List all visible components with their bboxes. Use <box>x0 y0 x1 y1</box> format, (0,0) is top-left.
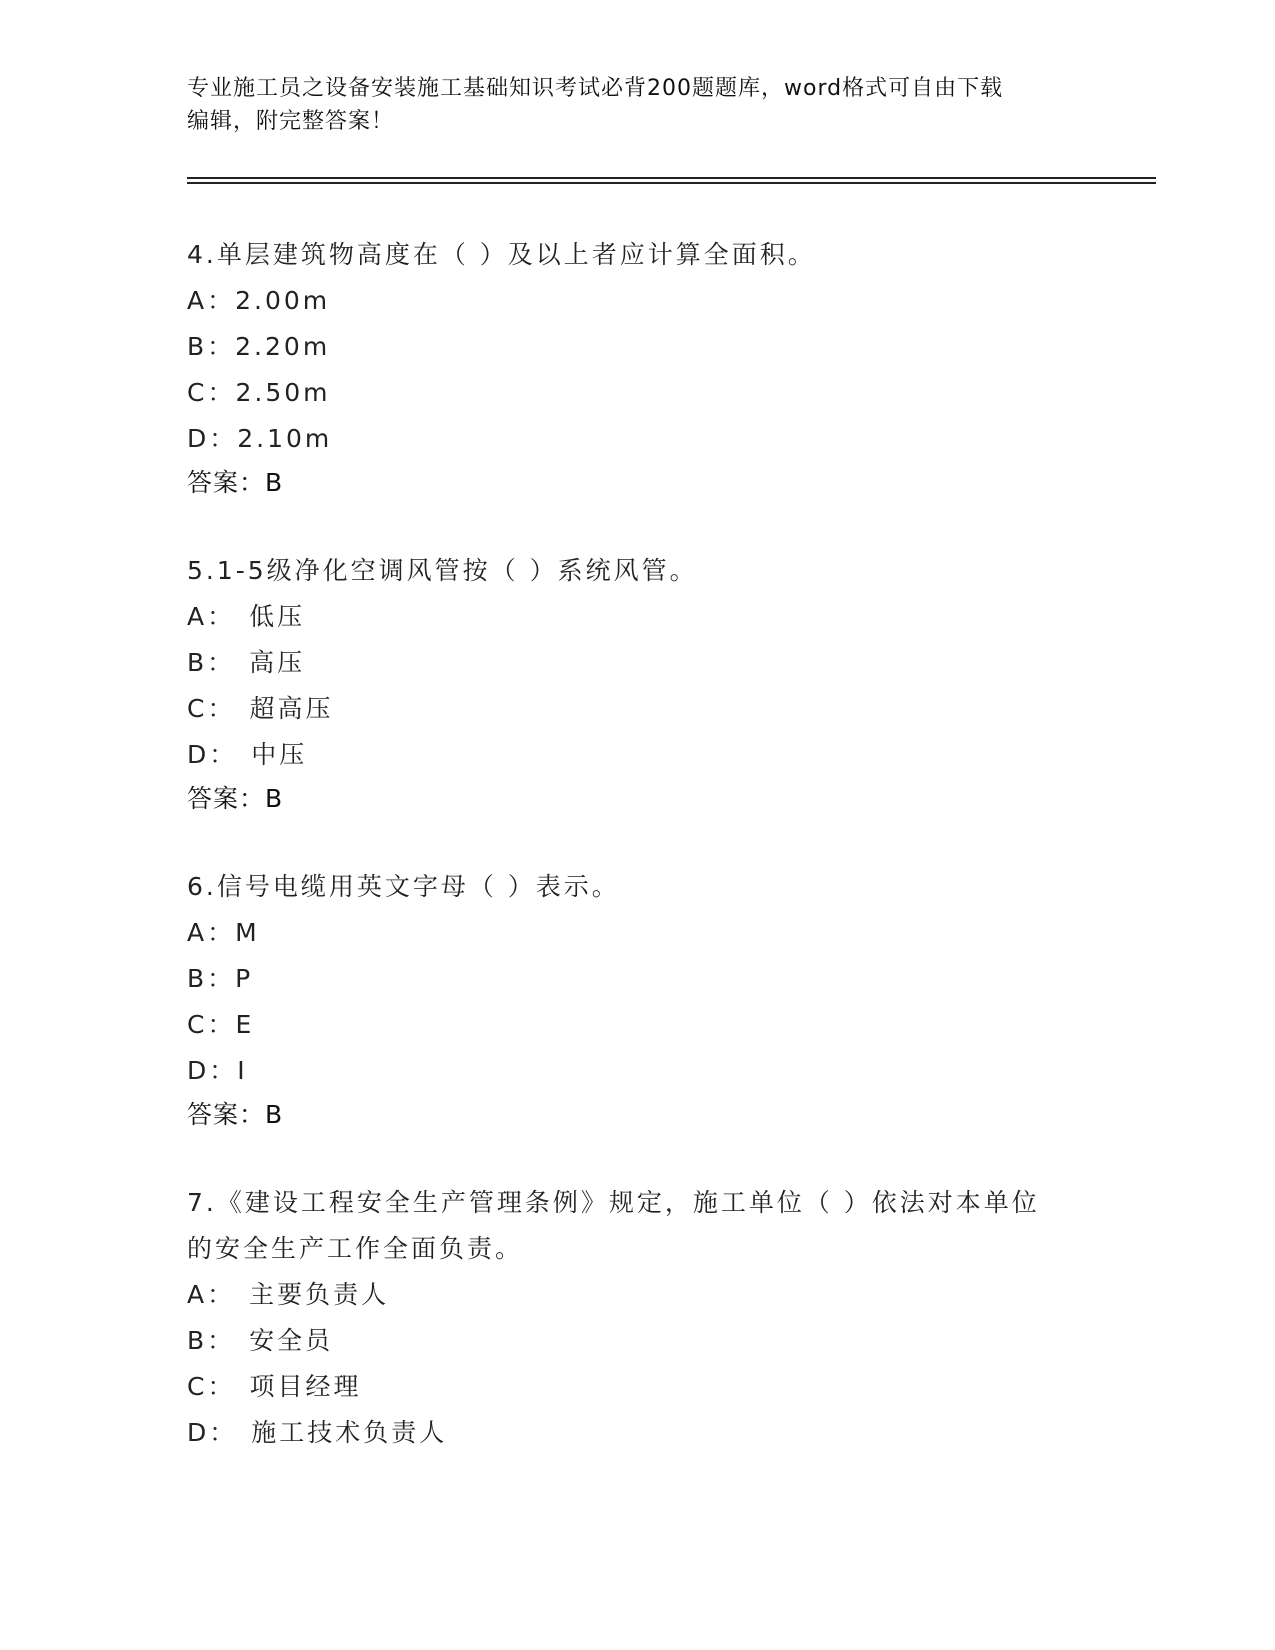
option-b <box>187 956 1087 1002</box>
option-key: C： <box>187 1010 236 1039</box>
question-stem-line-1: 7.《建设工程安全生产管理条例》规定，施工单位（ ）依法对本单位 <box>187 1188 1040 1217</box>
option-d <box>187 1048 1087 1094</box>
option-text: 2.00m <box>235 286 331 315</box>
option-text: M <box>235 918 260 947</box>
option-d <box>187 1410 1087 1456</box>
question-stem: 4.单层建筑物高度在（ ）及以上者应计算全面积。 <box>187 240 816 269</box>
header-divider-top <box>187 177 1156 179</box>
question-stem: 5.1-5级净化空调风管按（ ）系统风管。 <box>187 556 698 585</box>
option-key: D： <box>187 1056 238 1085</box>
header-line-2: 编辑，附完整答案！ <box>187 109 395 134</box>
option-text: 高压 <box>249 648 306 677</box>
question-stem-line-2: 的安全生产工作全面负责。 <box>187 1234 524 1263</box>
option-a <box>187 910 1087 956</box>
option-key: B： <box>187 1326 236 1355</box>
answer-line: 答案：B <box>187 784 284 813</box>
option-text: P <box>235 964 254 993</box>
option-key: A： <box>187 286 236 315</box>
option-text: E <box>235 1010 255 1039</box>
option-a <box>187 594 1087 640</box>
option-key: C： <box>187 1372 236 1401</box>
option-key: B： <box>187 964 236 993</box>
question-stem: 6.信号电缆用英文字母（ ）表示。 <box>187 872 620 901</box>
option-d <box>187 732 1087 778</box>
option-text: 2.10m <box>237 424 333 453</box>
option-d <box>187 416 1087 462</box>
option-key: A： <box>187 1280 236 1309</box>
option-a <box>187 1272 1087 1318</box>
option-c <box>187 1364 1087 1410</box>
option-text: 项目经理 <box>249 1372 362 1401</box>
question-7 <box>187 1180 1087 1456</box>
question-5 <box>187 548 1087 820</box>
answer-line: 答案：B <box>187 1100 284 1129</box>
option-key: D： <box>187 1418 238 1447</box>
question-list <box>187 232 1087 1500</box>
option-text: 超高压 <box>249 694 334 723</box>
option-a <box>187 278 1087 324</box>
option-key: A： <box>187 602 236 631</box>
question-6 <box>187 864 1087 1136</box>
option-key: C： <box>187 694 236 723</box>
option-c <box>187 686 1087 732</box>
document-header <box>187 72 1087 138</box>
option-text: 2.50m <box>235 378 331 407</box>
option-b <box>187 324 1087 370</box>
option-text: 2.20m <box>235 332 331 361</box>
option-key: D： <box>187 424 238 453</box>
option-text: 施工技术负责人 <box>251 1418 448 1447</box>
question-4 <box>187 232 1087 504</box>
option-key: B： <box>187 648 236 677</box>
option-text: 低压 <box>249 602 306 631</box>
option-key: D： <box>187 740 238 769</box>
option-text: 安全员 <box>249 1326 334 1355</box>
option-c <box>187 370 1087 416</box>
option-text: I <box>237 1056 248 1085</box>
answer-line: 答案：B <box>187 468 284 497</box>
option-text: 主要负责人 <box>249 1280 390 1309</box>
option-key: B： <box>187 332 236 361</box>
option-key: A： <box>187 918 236 947</box>
option-key: C： <box>187 378 236 407</box>
header-divider-bottom <box>187 182 1156 184</box>
header-line-1: 专业施工员之设备安装施工基础知识考试必背200题题库，word格式可自由下载 <box>187 76 1004 101</box>
option-text: 中压 <box>251 740 308 769</box>
option-c <box>187 1002 1087 1048</box>
option-b <box>187 1318 1087 1364</box>
option-b <box>187 640 1087 686</box>
